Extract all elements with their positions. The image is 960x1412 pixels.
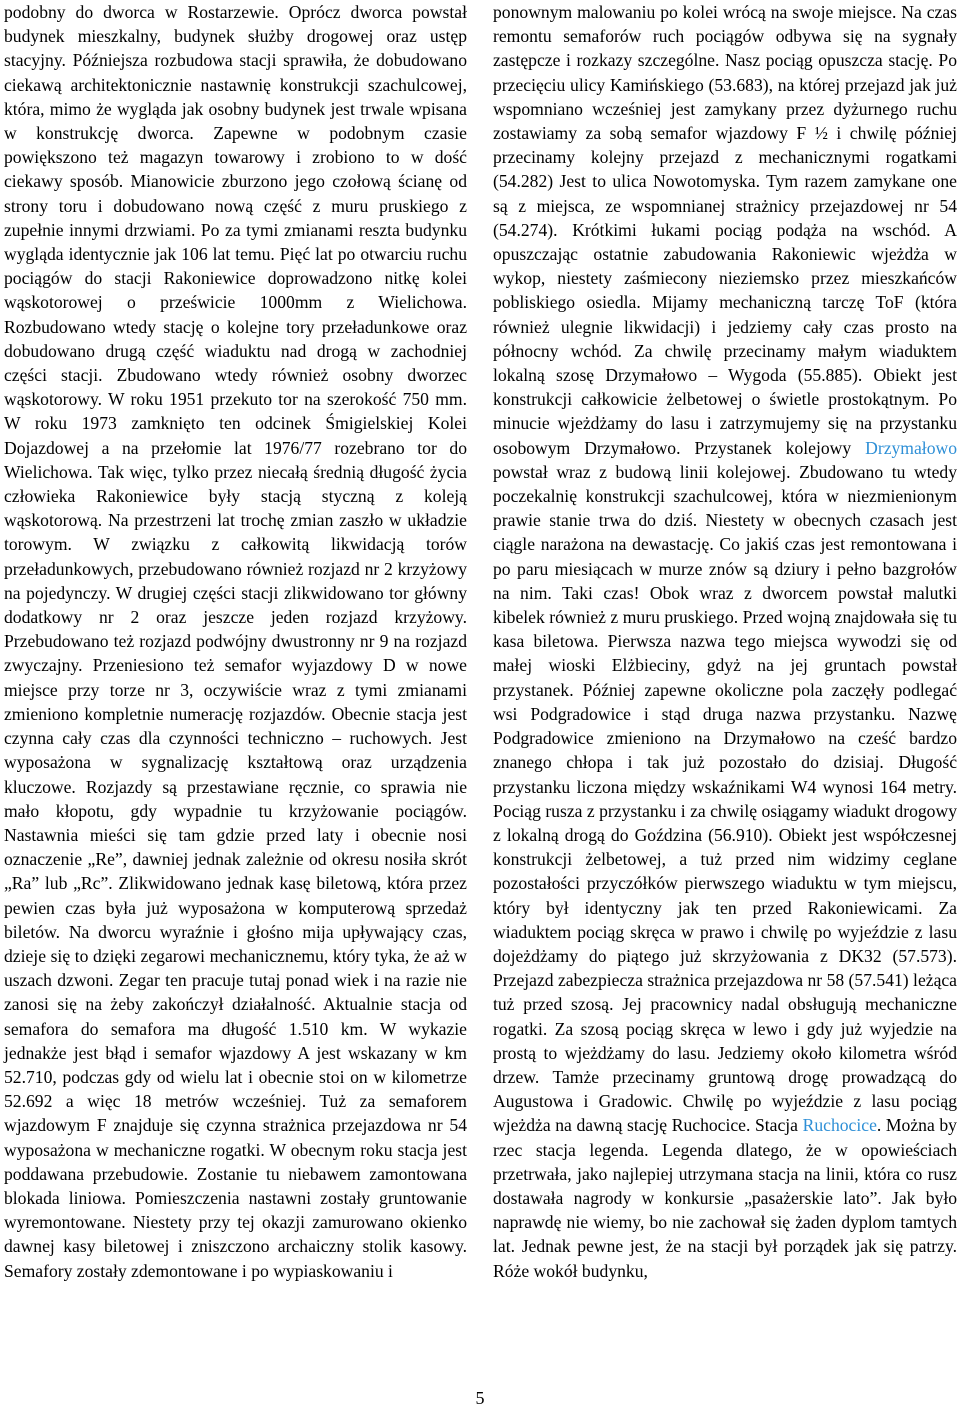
drzymalowo-link[interactable]: Drzymałowo — [865, 437, 957, 458]
ruchocice-link[interactable]: Ruchocice — [802, 1115, 877, 1136]
right-text-part-3: . Można by rzec stacja legenda. Legenda dlatego, że w opowieściach przetrwała, jako najlepiej utrzymana stacja na linii, która co rusz dostawała nagrody w konkursie „pasażerskie lato”. Jak było naprawdę nie wiemy, bo nie zachował się żaden dyplom tamtych lat. Jednak pewne jest, że na stacji był porządek jak się patrzy. Róże wokół budynku, — [493, 1115, 957, 1281]
right-column — [493, 0, 957, 1283]
right-text-part-1: ponownym malowaniu po kolei wrócą na swoje miejsce. Na czas remontu semaforów ruch pociągów odbywa się na sygnały zastępcze i rozkazy szczególne. Nasz pociąg opuszcza stację. Po przecięciu ulicy Kamińskiego (53.683), na której przejazd jak już wspomniano wcześniej jest zamykany przez dyżurnego ruchu zostawiamy za sobą semafor wjazdowy F ½ i chwilę później przecinamy kolejny przejazd z mechanicznymi rogatkami (54.282) Jest to ulica Nowotomyska. Tym razem zamykane one są z miejsca, ze wspomnianej strażnicy przejazdowej nr 54 (54.274). Krótkimi łukami pociąg podąża na wschód. A opuszczając ostatnie zabudowania Rakoniewic wjeżdża w wykop, niestety zaśmiecony nieziemsko przez mieszkańców pobliskiego osiedla. Mijamy mechaniczną tarczę ToF (która również ulegnie likwidacji) i jedziemy cały czas prosto na północny wchód. Za chwilę przecinamy małym wiaduktem lokalną szosę Drzymałowo – Wygoda (55.885). Obiekt jest konstrukcji całkowicie żelbetowej o świetle prostokątnym. Po minucie wjeżdżamy do lasu i zatrzymujemy się na przystanku osobowym Drzymałowo. Przystanek kolejowy — [493, 2, 957, 458]
page-number: 5 — [475, 1388, 485, 1408]
right-column-text — [493, 0, 957, 1283]
right-text-part-2: powstał wraz z budową linii kolejowej. Zbudowano tu wtedy poczekalnię konstrukcji szachulcowej, która w niezmienionym prawie stanie trwa do dziś. Niestety w obecnych czasach jest ciągle narażona na dewastację. Co jakiś czas jest remontowana i po paru miesiącach w murze znów są dziury i pełno bazgrołów na nim. Taki czas! Obok wraz z dworcem powstał malutki kibelek również z muru pruskiego. Przed wojną znajdowała się tu kasa biletowa. Pierwsza nazwa tego miejsca wywodzi się od małej wioski Elżbieciny, gdyż na jej gruntach powstał przystanek. Później zapewne okoliczne pola zaczęły podlegać wsi Podgradowice i stąd druga nazwa przystanku. Nazwę Podgradowice zmieniono na Drzymałowo na cześć bardzo znanego chłopa i tak już pozostało do dzisiaj. Długość przystanku liczona między wskaźnikami W4 wynosi 164 metry. Pociąg rusza z przystanku i za chwilę osiągamy wiadukt drogowy z lokalną drogą do Goździna (56.910). Obiekt jest współczesnej konstrukcji żelbetowej, a tuż przed nim widzimy ceglane pozostałości przyczółków pierwszego wiaduktu w tym miejscu, który był identyczny jak ten przed Rakoniewicami. Za wiaduktem pociąg skręca w prawo i chwilę po wyjeździe z lasu dojeżdżamy do piątego już skrzyżowania z DK32 (57.573). Przejazd zabezpiecza strażnica przejazdowa nr 58 (57.541) leżąca tuż przed szosą. Jej pracownicy nadal obsługują mechaniczne rogatki. Za szosą pociąg skręca w lewo i gdy już wyjedzie na prostą to wjeżdżamy do lasu. Jedziemy około kilometra wśród drzew. Tamże przecinamy gruntową drogę prowadzącą do Augustowa i Gradowic. Chwilę po wyjeździe z lasu pociąg wjeżdża na dawną stację Ruchocice. Stacja — [493, 461, 957, 1136]
left-column-text: podobny do dworca w Rostarzewie. Oprócz dworca powstał budynek mieszkalny, budynek służby drogowej oraz ustęp stacyjny. Późniejsza rozbudowa stacji sprawiła, że dobudowano ciekawą architektonicznie nastawnię konstrukcji szachulcowej, która, mimo że wygląda jak osobny budynek jest trwale wpisana w konstrukcję dworca. Zapewne w podobnym czasie powiększono też magazyn towarowy i zrobiono to w dość ciekawy sposób. Mianowicie zburzono jego czołową ścianę od strony toru i dobudowano nową część z muru pruskiego z zupełnie innymi drzwiami. Po za tymi zmianami reszta budynku wygląda identycznie jak 106 lat temu. Pięć lat po otwarciu ruchu pociągów do stacji Rakoniewice doprowadzono nitkę kolei wąskotorowej o prześwicie 1000mm z Wielichowa. Rozbudowano wtedy stację o kolejne tory przeładunkowe oraz dobudowano drugą część wiaduktu nad drogą w zachodniej części stacji. Zbudowano wtedy również osobny dworzec wąskotorowy. W roku 1951 przekuto tor na szerokość 750 mm. W roku 1973 zamknięto ten odcinek Śmigielskiej Kolei Dojazdowej a na przełomie lat 1976/77 rozebrano tor do Wielichowa. Tak więc, tylko przez niecałą średnią długość życia człowieka Rakoniewice były stacją styczną z koleją wąskotorową. Na przestrzeni lat trochę zmian zaszło w układzie torowym. W związku z całkowitą likwidacją torów przeładunkowych, przebudowano również rozjazd nr 2 krzyżowy na pojedynczy. W drugiej części stacji zlikwidowano tor główny dodatkowy nr 2 oraz jeszcze jeden rozjazd krzyżowy. Przebudowano też rozjazd podwójny dwustronny nr 9 na rozjazd zwyczajny. Przeniesiono też semafor wyjazdowy D w nowe miejsce przy torze nr 3, oczywiście wraz z tymi zmianami zmieniono kompletnie numerację rozjazdów. Obecnie stacja jest czynna cały czas dla czynności techniczno – ruchowych. Jest wyposażona w sygnalizację kształtową oraz urządzenia kluczowe. Rozjazdy są przestawiane ręcznie, co sprawia nie mało kłopotu, gdy wypadnie tu krzyżowanie pociągów. Nastawnia mieści się tam gdzie przed laty i obecnie nosi oznaczenie „Re”, dawniej jednak zależnie od okresu nosiła skrót „Ra” lub „Rc”. Zlikwidowano jednak kasę biletową, która przez pewien czas była już wyposażona w komputerową sprzedaż biletów. Na dworcu wyraźnie i głośno mija upływający czas, dzieje się to dzięki zegarowi mechanicznemu, który tyka, że aż w uszach dzwoni. Zegar ten pracuje tutaj ponad wiek i na razie nie zanosi się na żeby zakończył działalność. Aktualnie stacja od semafora do semafora ma długość 1.510 km. W wykazie jednakże jest błąd i semafor wjazdowy A jest wskazany w km 52.710, podczas gdy od wielu lat i obecnie stoi on w kilometrze 52.692 a więc 18 metrów wcześniej. Tuż za semaforem wjazdowym F znajduje się czynna strażnica przejazdowa nr 54 wyposażona w mechaniczne rogatki. W obecnym roku stacja jest poddawana przebudowie. Zostanie tu niebawem zamontowana blokada liniowa. Pomieszczenia nastawni zostały gruntowanie wyremontowane. Niestety przy tej okazji zamurowano okienko dawnej kasy biletowej i zniszczono archaiczny stolik kasowy. Semafory zostały zdemontowane i po wypiaskowaniu i — [4, 2, 467, 1281]
left-column — [4, 0, 467, 1283]
